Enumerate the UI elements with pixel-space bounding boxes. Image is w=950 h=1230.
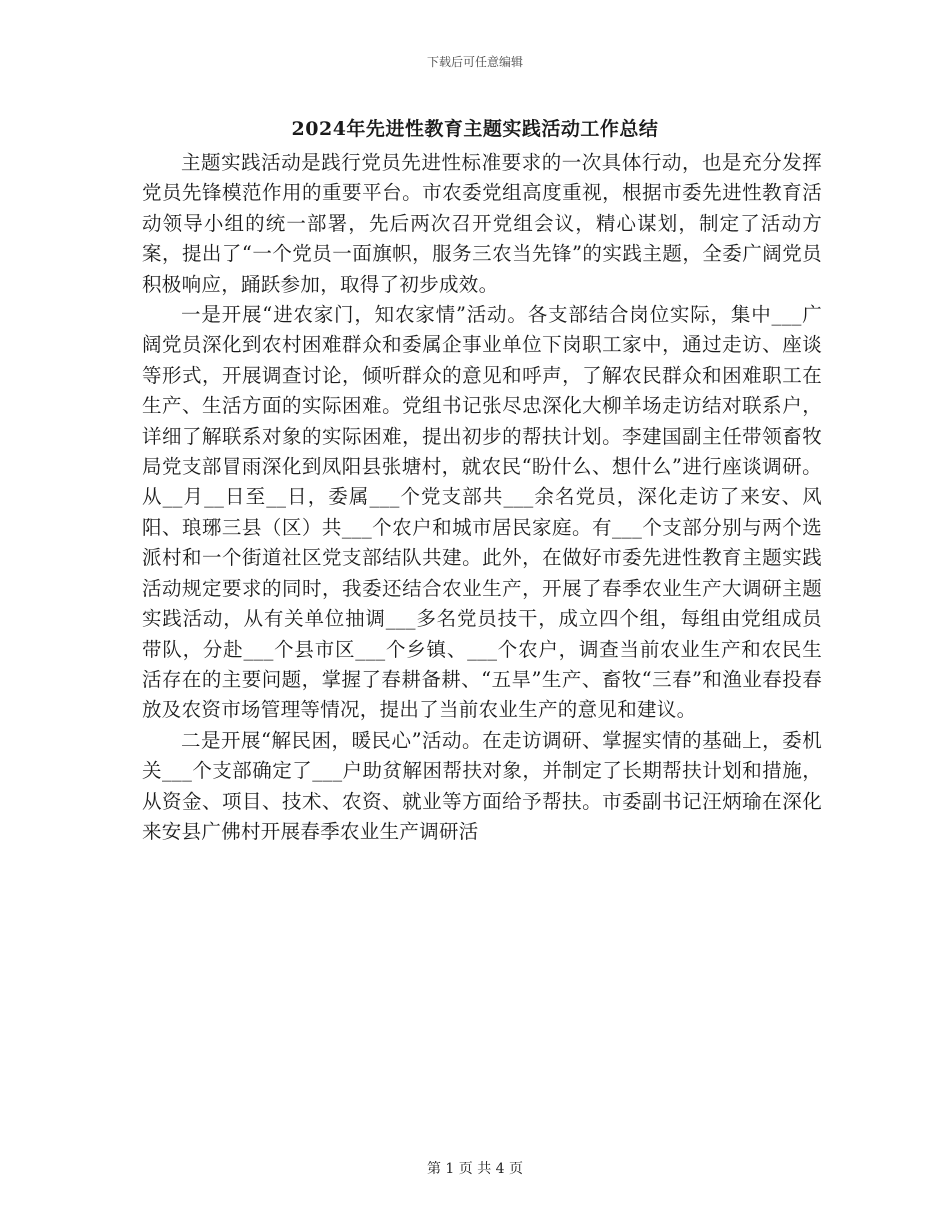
page-number: 第 1 页 共 4 页 — [426, 1161, 524, 1177]
paragraph-activity-one: 一是开展“进农家门，知农家情”活动。各支部结合岗位实际，集中___广阔党员深化到农村困难群众和委属企事业单位下岗职工家中，通过走访、座谈等形式，开展调查讨论，倾听群众的意见和呼声，了解农民群众和困难职工在生产、生活方面的实际困难。党组书记张尽忠深化大柳羊场走访结对联系户，详细了解联系对象的实际困难，提出初步的帮扶计划。李建国副主任带领畜牧局党支部冒雨深化到凤阳县张塘村，就农民“盼什么、想什么”进行座谈调研。从__月__日至__日，委属___个党支部共___余名党员，深化走访了来安、风阳、琅琊三县（区）共___个农户和城市居民家庭。有___个支部分别与两个选派村和一个街道社区党支部结队共建。此外，在做好市委先进性教育主题实践活动规定要求的同时，我委还结合农业生产，开展了春季农业生产大调研主题实践活动，从有关单位抽调___多名党员技干，成立四个组，每组由党组成员带队，分赴___个县市区___个乡镇、___个农户，调查当前农业生产和农民生活存在的主要问题，掌握了春耕备耕、“五旱”生产、畜牧“三春”和渔业春投春放及农资市场管理等情况，提出了当前农业生产的意见和建议。 — [142, 303, 822, 722]
document-title: 2024年先进性教育主题实践活动工作总结 — [291, 118, 659, 140]
paragraph-intro: 主题实践活动是践行党员先进性标准要求的一次具体行动，也是充分发挥党员先锋模范作用的重要平台。市农委党组高度重视，根据市委先进性教育活动领导小组的统一部署，先后两次召开党组会议，精心谋划，制定了活动方案，提出了“一个党员一面旗帜，服务三农当先锋”的实践主题，全委广阔党员积极响应，踊跃参加，取得了初步成效。 — [142, 151, 822, 296]
header-note: 下载后可任意编辑 — [426, 55, 523, 69]
paragraph-activity-two: 二是开展“解民困，暖民心”活动。在走访调研、掌握实情的基础上，委机关___个支部确定了___户助贫解困帮扶对象，并制定了长期帮扶计划和措施，从资金、项目、技术、农资、就业等方面给予帮扶。市委副书记汪炳瑜在深化来安县广佛村开展春季农业生产调研活 — [142, 728, 822, 843]
document-body — [142, 148, 822, 847]
